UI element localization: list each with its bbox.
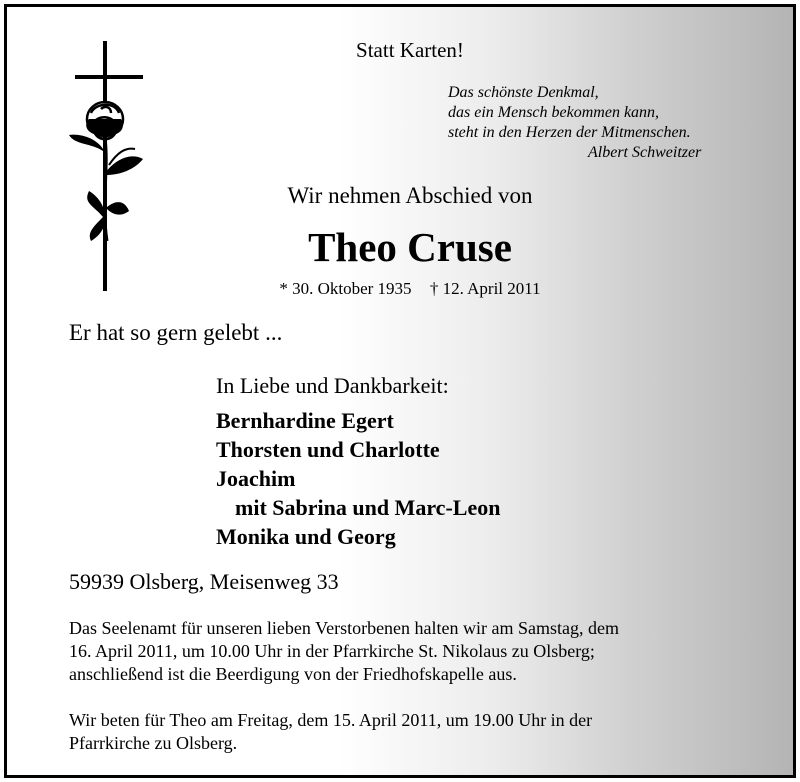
mourner-name: Monika und Georg [216, 524, 396, 549]
quote-line: das ein Mensch bekommen kann, [448, 104, 660, 121]
mourner-name: mit Sabrina und Marc-Leon [235, 495, 501, 520]
deceased-name: Theo Cruse [308, 224, 512, 270]
mourners-list [216, 406, 500, 551]
address: 59939 Olsberg, Meisenweg 33 [69, 569, 339, 594]
mourner-name: Thorsten und Charlotte [216, 437, 440, 462]
paragraph-line: Pfarrkirche zu Olsberg. [69, 733, 238, 753]
service-paragraph-requiem [69, 617, 619, 686]
paragraph-line: 16. April 2011, um 10.00 Uhr in der Pfarrkirche St. Nikolaus zu Olsberg; [69, 641, 595, 661]
quote-line: steht in den Herzen der Mitmenschen. [448, 124, 691, 141]
quote-author: Albert Schweitzer [588, 144, 702, 161]
header-title: Statt Karten! [356, 38, 464, 62]
mourner-name: Bernhardine Egert [216, 408, 394, 433]
service-paragraph-prayer [69, 709, 592, 755]
life-dates [7, 279, 796, 299]
obituary-card [4, 4, 796, 778]
mourners-heading: In Liebe und Dankbarkeit: [216, 373, 449, 398]
paragraph-line: anschließend ist die Beerdigung von der Friedhofskapelle aus. [69, 664, 517, 684]
quote-line: Das schönste Denkmal, [448, 84, 599, 101]
paragraph-line: Wir beten für Theo am Freitag, dem 15. April 2011, um 19.00 Uhr in der [69, 710, 593, 730]
paragraph-line: Das Seelenamt für unseren lieben Verstorbenen halten wir am Samstag, dem [69, 618, 620, 638]
birth-date: * 30. Oktober 1935 [279, 279, 412, 298]
quote [448, 83, 701, 163]
death-date: † 12. April 2011 [429, 279, 541, 298]
notice-intro: Wir nehmen Abschied von [287, 183, 533, 208]
mourner-name: Joachim [216, 466, 296, 491]
motto: Er hat so gern gelebt ... [69, 320, 283, 345]
